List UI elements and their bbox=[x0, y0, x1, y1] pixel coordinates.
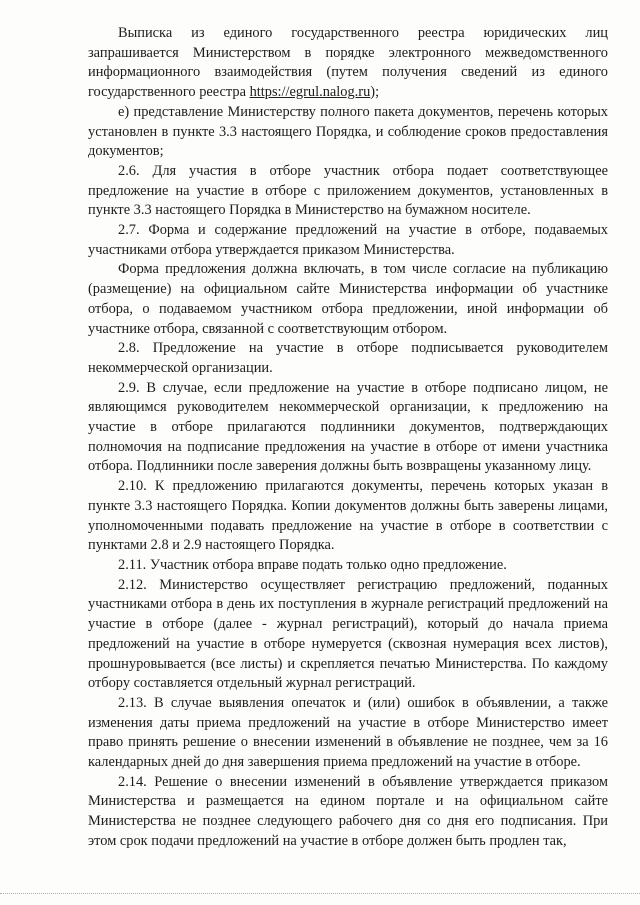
paragraph-text: Выписка из единого государственного реестра юридических лиц запрашивается Министерством в порядке электронного межведомственного информационного взаимодействия (путем получения сведений из единого государственного реестра bbox=[88, 25, 608, 101]
paragraph-2-8: 2.8. Предложение на участие в отборе подписывается руководителем некоммерческой организации. bbox=[88, 340, 608, 376]
paragraph-form-content: Форма предложения должна включать, в том числе согласие на публикацию (размещение) на официальном сайте Министерства информации об участнике отбора, о подаваемом участником отбора предложении, иной информации об участнике отбора, связанной с соответствующим отбором. bbox=[88, 261, 608, 337]
paragraph-item-e: е) представление Министерству полного пакета документов, перечень которых установлен в пункте 3.3 настоящего Порядка, и соблюдение сроков предоставления документов; bbox=[88, 103, 608, 160]
scan-edge-line bbox=[0, 893, 640, 895]
paragraph-egrul bbox=[88, 24, 608, 103]
egrul-link[interactable]: https://egrul.nalog.ru bbox=[249, 84, 371, 101]
paragraph-2-14: 2.14. Решение о внесении изменений в объявление утверждается приказом Министерства и размещается на едином портале и на официальном сайте Министерства не позднее следующего рабочего дня со дня его подписания. При этом срок подачи предложений на участие в отборе должен быть продлен так, bbox=[88, 773, 608, 849]
paragraph-2-10: 2.10. К предложению прилагаются документы, перечень которых указан в пункте 3.3 настоящего Порядка. Копии документов должны быть заверены лицами, уполномоченными подавать предложение на участие в отборе в соответствии с пунктами 2.8 и 2.9 настоящего Порядка. bbox=[88, 478, 608, 554]
paragraph-2-6: 2.6. Для участия в отборе участник отбора подает соответствующее предложение на участие в отборе с приложением документов, установленных в пункте 3.3 настоящего Порядка в Министерство на бумажном носителе. bbox=[88, 162, 608, 219]
paragraph-2-13: 2.13. В случае выявления опечаток и (или) ошибок в объявлении, а также изменения даты приема предложений на участие в отборе Министерство имеет право принять решение о внесении изменений в объявление не позднее, чем за 16 календарных дней до дня завершения приема предложений на участие в отборе. bbox=[88, 694, 608, 771]
paragraph-text-end: ); bbox=[370, 84, 380, 101]
paragraph-2-7: 2.7. Форма и содержание предложений на участие в отборе, подаваемых участниками отбора утверждается приказом Министерства. bbox=[88, 222, 608, 258]
paragraph-2-9: 2.9. В случае, если предложение на участие в отборе подписано лицом, не являющимся руководителем некоммерческой организации, к предложению на участие в отборе прилагаются подлинники документов, подтверждающих полномочия на подписание предложения на участие в отборе от имени участника отбора. Подлинники после заверения должны быть возвращены указанному лицу. bbox=[88, 379, 608, 475]
document-body bbox=[88, 24, 608, 852]
paragraph-2-11: 2.11. Участник отбора вправе подать только одно предложение. bbox=[118, 556, 507, 573]
paragraph-2-12: 2.12. Министерство осуществляет регистрацию предложений, поданных участниками отбора в день их поступления в журнале регистраций предложений на участие в отборе (далее - журнал регистраций), который до начала приема предложений на участие в отборе нумеруется (сквозная нумерация всех листов), прошнуровывается (все листы) и скрепляется печатью Министерства. По каждому отбору составляется отдельный журнал регистраций. bbox=[88, 576, 608, 692]
